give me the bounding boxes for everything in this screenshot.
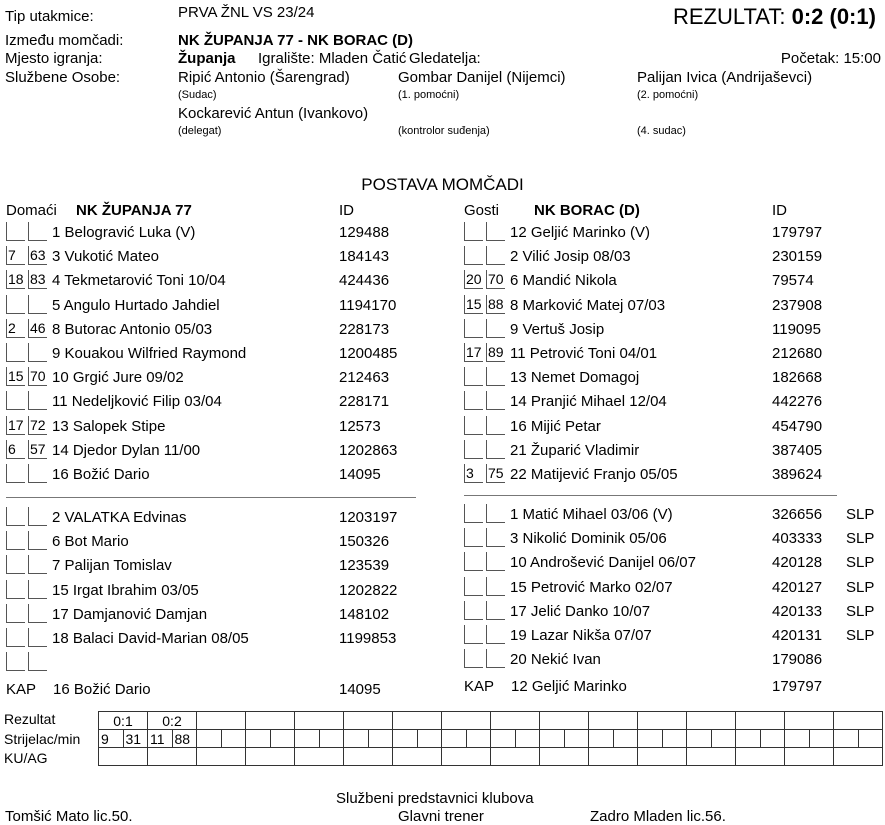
- player-id: 119095: [772, 320, 821, 338]
- player-name: 10 Androšević Danijel 06/07: [510, 554, 696, 572]
- sub-out-box: [486, 319, 505, 338]
- player-name: 15 Petrović Marko 02/07: [510, 578, 673, 596]
- sub-in-box: [6, 391, 25, 410]
- ku-cell: [295, 748, 344, 766]
- player-id: 420128: [772, 554, 823, 572]
- sub-out-box: [486, 577, 505, 596]
- away-side-label: Gosti: [464, 202, 500, 219]
- player-name: 19 Lazar Nikša 07/07: [510, 627, 652, 644]
- player-id: 129488: [339, 224, 390, 241]
- sub-out-box: [486, 367, 505, 386]
- sub-in-box: 18: [8, 271, 24, 288]
- score-label-ku: KU/AG: [4, 750, 48, 766]
- sub-out-box: [28, 464, 47, 483]
- player-id: 12573: [339, 417, 381, 435]
- away-captain-label: KAP: [464, 678, 495, 695]
- home-representative: Tomšić Mato lic.50.: [5, 808, 133, 825]
- sub-out-box: 83: [30, 271, 46, 288]
- sub-in-box: [464, 222, 483, 241]
- sub-in-box: [6, 464, 25, 483]
- player-id: 228171: [339, 393, 390, 411]
- between-value: NK ŽUPANJA 77 - NK BORAC (D): [178, 32, 414, 49]
- ku-cell: [197, 748, 246, 766]
- player-name: 2 Vilić Josip 08/03: [510, 248, 631, 266]
- sub-in-box: 3: [464, 464, 483, 483]
- player-name: 11 Nedeljković Filip 03/04: [52, 393, 222, 411]
- sub-in-box: 20: [466, 271, 482, 288]
- player-id: 1199853: [339, 630, 397, 647]
- player-id: 184143: [339, 248, 390, 266]
- sub-out-box: [486, 222, 505, 241]
- sub-out-box: 63: [30, 247, 46, 264]
- ku-cell: [638, 748, 687, 766]
- scorer-cell: 31: [123, 730, 148, 748]
- sub-out-box: [28, 391, 47, 410]
- player-id: 1202822: [339, 581, 398, 599]
- player-id: 424436: [339, 272, 390, 290]
- sub-out-box: [28, 343, 47, 362]
- ku-cell: [736, 748, 785, 766]
- ku-cell: [491, 748, 540, 766]
- player-name: 8 Marković Matej 07/03: [510, 296, 666, 314]
- player-name: 14 Djedor Dylan 11/00: [52, 441, 201, 459]
- player-id: 420131: [772, 627, 823, 644]
- scorer-cell: [760, 730, 785, 748]
- ku-cell: [99, 748, 148, 766]
- home-divider: [6, 497, 416, 498]
- score-result-cell: 0:2: [148, 712, 197, 730]
- score-result-cell: [197, 712, 246, 730]
- scorer-cell: [638, 730, 663, 748]
- sub-out-box: 72: [30, 416, 46, 433]
- scorer-cell: [662, 730, 687, 748]
- sub-in-box: [464, 552, 483, 571]
- home-captain-label: KAP: [6, 681, 37, 698]
- scorer-cell: [809, 730, 834, 748]
- sub-in-box: 17: [8, 416, 24, 433]
- player-id: 387405: [772, 441, 823, 459]
- scorer-cell: 11: [148, 730, 173, 748]
- ku-cell: [589, 748, 638, 766]
- scorer-cell: [711, 730, 736, 748]
- player-name: 16 Mijić Petar: [510, 417, 601, 435]
- away-captain: 12 Geljić Marinko: [511, 678, 627, 695]
- scorer-cell: 9: [99, 730, 124, 748]
- player-name: 8 Butorac Antonio 05/03: [52, 320, 213, 338]
- player-id: 150326: [339, 533, 390, 551]
- sub-out-box: 89: [488, 344, 504, 360]
- official-name: Gombar Danijel (Nijemci): [398, 69, 566, 86]
- sub-out-box: [486, 552, 505, 571]
- player-id: 326656: [772, 506, 823, 523]
- sub-out-box: [486, 625, 505, 644]
- player-id: 1194170: [339, 296, 397, 314]
- sub-in-box: [464, 577, 483, 596]
- player-id: 420127: [772, 578, 823, 596]
- score-result-cell: [687, 712, 736, 730]
- player-name: 21 Župarić Vladimir: [510, 441, 640, 459]
- player-name: 16 Božić Dario: [52, 466, 150, 483]
- sub-in-box: [6, 507, 25, 526]
- player-name: 17 Jelić Danko 10/07: [510, 602, 651, 620]
- player-name: 9 Kouakou Wilfried Raymond: [52, 345, 247, 362]
- between-label: Između momčadi:: [5, 32, 124, 49]
- sub-out-box: [486, 528, 505, 547]
- sub-out-box: [28, 555, 47, 574]
- score-result-cell: [589, 712, 638, 730]
- player-name: 13 Salopek Stipe: [52, 417, 166, 435]
- ku-cell: [540, 748, 589, 766]
- player-id: 403333: [772, 530, 823, 548]
- official-role: (kontrolor suđenja): [398, 125, 490, 137]
- sub-in-box: [464, 319, 483, 338]
- player-id: 420133: [772, 602, 823, 620]
- scorer-cell: [197, 730, 222, 748]
- sub-out-box: 75: [488, 465, 504, 481]
- sub-in-box: [464, 528, 483, 547]
- scorer-cell: [687, 730, 712, 748]
- sub-in-box: [6, 628, 25, 647]
- player-id: 389624: [772, 466, 823, 483]
- player-name: 6 Mandić Nikola: [510, 272, 617, 290]
- score-result-cell: [246, 712, 295, 730]
- player-id: 230159: [772, 248, 823, 266]
- score-result-cell: [736, 712, 785, 730]
- result-label: REZULTAT:: [673, 4, 786, 29]
- home-side-label: Domaći: [6, 202, 57, 219]
- sub-out-box: [28, 580, 47, 599]
- official-role: (4. sudac): [637, 125, 686, 137]
- scorer-cell: [319, 730, 344, 748]
- lineup-title: POSTAVA MOMČADI: [361, 175, 524, 194]
- sub-in-box: 2: [6, 319, 25, 338]
- sub-out-box: [28, 531, 47, 550]
- place-value: Županja: [178, 50, 236, 67]
- away-divider: [464, 495, 837, 496]
- sub-out-box: 70: [488, 271, 504, 288]
- scorer-cell: [858, 730, 883, 748]
- scorer-cell: [246, 730, 271, 748]
- result-header: [673, 4, 876, 30]
- scorer-cell: [785, 730, 810, 748]
- scorer-cell: [466, 730, 491, 748]
- player-id: 79574: [772, 272, 814, 290]
- sub-out-box: 70: [30, 368, 46, 385]
- sub-in-box: [6, 555, 25, 574]
- player-name: 12 Geljić Marinko (V): [510, 224, 651, 241]
- player-status: SLP: [846, 627, 875, 644]
- score-result-cell: [442, 712, 491, 730]
- sub-out-box: [28, 628, 47, 647]
- score-label-result: Rezultat: [4, 711, 56, 727]
- sub-out-box: [486, 416, 505, 435]
- sub-out-box: 57: [30, 440, 46, 457]
- ku-cell: [393, 748, 442, 766]
- scorer-cell: 88: [172, 730, 197, 748]
- sub-out-box: [486, 440, 505, 459]
- home-captain: 16 Božić Dario: [53, 681, 151, 698]
- ku-cell: [246, 748, 295, 766]
- score-result-cell: [834, 712, 883, 730]
- sub-in-box: [464, 391, 483, 410]
- player-name: 14 Pranjić Mihael 12/04: [510, 393, 667, 411]
- sub-in-box: [464, 601, 483, 620]
- coach-label: Glavni trener: [398, 808, 484, 825]
- official-name: Ripić Antonio (Šarengrad): [178, 69, 350, 86]
- score-result-cell: [638, 712, 687, 730]
- score-table: [98, 711, 883, 766]
- sub-out-box: [486, 391, 505, 410]
- start-label: Početak: 15:00: [780, 50, 881, 67]
- player-id: 123539: [339, 557, 390, 575]
- player-id: 1200485: [339, 345, 398, 362]
- away-team-name: NK BORAC (D): [534, 202, 640, 219]
- sub-out-box: [486, 601, 505, 620]
- scorer-cell: [393, 730, 418, 748]
- player-id: 228173: [339, 320, 390, 338]
- ku-cell: [834, 748, 883, 766]
- player-name: 17 Damjanović Damjan: [52, 605, 208, 623]
- type-value: PRVA ŽNL VS 23/24: [178, 4, 315, 21]
- scorer-cell: [834, 730, 859, 748]
- player-id: 1203197: [339, 509, 398, 526]
- sub-in-box: 6: [6, 440, 25, 459]
- player-name: 3 Nikolić Dominik 05/06: [510, 530, 667, 548]
- sub-in-box: [6, 531, 25, 550]
- sub-in-box: [464, 416, 483, 435]
- player-name: 5 Angulo Hurtado Jahdiel: [52, 296, 220, 314]
- sub-in-box: 15: [8, 368, 24, 385]
- sub-in-box: [6, 343, 25, 362]
- sub-in-box: [464, 246, 483, 265]
- ku-cell: [442, 748, 491, 766]
- player-name: 9 Vertuš Josip: [510, 320, 605, 338]
- player-name: 10 Grgić Jure 09/02: [52, 369, 184, 387]
- ku-cell: [785, 748, 834, 766]
- player-id: 1202863: [339, 441, 398, 459]
- player-name: 13 Nemet Domagoj: [510, 369, 640, 387]
- sub-out-box: [28, 222, 47, 241]
- scorer-cell: [295, 730, 320, 748]
- player-id: 442276: [772, 393, 823, 411]
- scorer-cell: [589, 730, 614, 748]
- place-label: Mjesto igranja:: [5, 50, 103, 67]
- sub-out-box: [28, 295, 47, 314]
- scorer-cell: [344, 730, 369, 748]
- sub-out-box: [28, 507, 47, 526]
- result-value: 0:2 (0:1): [791, 4, 876, 29]
- sub-in-box: [6, 580, 25, 599]
- away-captain-id: 179797: [772, 678, 823, 695]
- player-status: SLP: [846, 578, 875, 596]
- player-status: SLP: [846, 506, 875, 523]
- scorer-cell: [221, 730, 246, 748]
- sub-out-box: 88: [488, 295, 504, 312]
- official-role: (Sudac): [178, 89, 217, 101]
- player-status: SLP: [846, 554, 875, 572]
- player-status: SLP: [846, 530, 875, 548]
- sub-in-box: [464, 649, 483, 668]
- reps-title: Službeni predstavnici klubova: [336, 790, 534, 807]
- sub-in-box: [6, 652, 25, 671]
- sub-in-box: 17: [466, 344, 482, 360]
- away-representative: Zadro Mladen lic.56.: [590, 808, 726, 825]
- score-result-cell: [785, 712, 834, 730]
- scorer-cell: [613, 730, 638, 748]
- sub-in-box: [6, 295, 25, 314]
- sub-in-box: 15: [466, 295, 482, 312]
- score-result-cell: [344, 712, 393, 730]
- player-id: 237908: [772, 296, 823, 314]
- scorer-cell: [564, 730, 589, 748]
- scorer-cell: [540, 730, 565, 748]
- official-name: Palijan Ivica (Andrijaševci): [637, 69, 813, 86]
- ku-cell: [344, 748, 393, 766]
- player-name: 4 Tekmetarović Toni 10/04: [52, 272, 226, 290]
- officials-label: Službene Osobe:: [5, 69, 121, 86]
- scorer-cell: [491, 730, 516, 748]
- sub-out-box: 46: [30, 319, 46, 336]
- player-id: 148102: [339, 605, 390, 623]
- field-label: Igralište: Mladen Čatić: [258, 50, 407, 67]
- score-result-cell: [393, 712, 442, 730]
- official-name: Kockarević Antun (Ivankovo): [178, 105, 369, 122]
- sub-in-box: [464, 367, 483, 386]
- player-status: SLP: [846, 602, 875, 620]
- sub-out-box: [486, 649, 505, 668]
- sub-in-box: 7: [6, 246, 25, 265]
- sub-in-box: [464, 440, 483, 459]
- player-id: 212680: [772, 345, 823, 362]
- away-id-header: ID: [772, 202, 787, 219]
- type-label: Tip utakmice:: [5, 8, 94, 25]
- player-name: 1 Belogravić Luka (V): [52, 224, 196, 241]
- score-result-cell: [295, 712, 344, 730]
- player-name: 1 Matić Mihael 03/06 (V): [510, 506, 673, 523]
- player-id: 454790: [772, 417, 823, 435]
- sub-in-box: [464, 625, 483, 644]
- home-team-name: NK ŽUPANJA 77: [76, 202, 192, 219]
- score-result-cell: [491, 712, 540, 730]
- player-id: 179797: [772, 224, 823, 241]
- player-id: 182668: [772, 369, 823, 387]
- player-name: 20 Nekić Ivan: [510, 651, 601, 669]
- scorer-cell: [736, 730, 761, 748]
- official-role: (2. pomoćni): [637, 89, 699, 101]
- sub-out-box: [486, 504, 505, 523]
- home-captain-id: 14095: [339, 681, 381, 698]
- player-id: 212463: [339, 369, 390, 387]
- ku-cell: [148, 748, 197, 766]
- official-role: (1. pomoćni): [398, 89, 460, 101]
- score-result-cell: [540, 712, 589, 730]
- scorer-cell: [368, 730, 393, 748]
- spectators-label: Gledatelja:: [409, 50, 481, 67]
- player-name: 22 Matijević Franjo 05/05: [510, 466, 678, 483]
- scorer-cell: [442, 730, 467, 748]
- scorer-cell: [270, 730, 295, 748]
- sub-out-box: [486, 246, 505, 265]
- player-name: 18 Balaci David-Marian 08/05: [52, 630, 249, 647]
- official-role: (delegat): [178, 125, 222, 137]
- player-id: 179086: [772, 651, 823, 669]
- sub-in-box: [464, 504, 483, 523]
- player-name: 6 Bot Mario: [52, 533, 129, 551]
- player-name: 3 Vukotić Mateo: [52, 248, 159, 266]
- player-name: 2 VALATKA Edvinas: [52, 509, 187, 526]
- player-name: 11 Petrović Toni 04/01: [510, 345, 658, 362]
- player-name: 7 Palijan Tomislav: [52, 557, 172, 575]
- sub-out-box: [28, 652, 47, 671]
- score-result-cell: 0:1: [99, 712, 148, 730]
- score-label-scorer: Strijelac/min: [4, 731, 81, 747]
- scorer-cell: [515, 730, 540, 748]
- sub-out-box: [28, 604, 47, 623]
- scorer-cell: [417, 730, 442, 748]
- sub-in-box: [6, 604, 25, 623]
- sub-in-box: [6, 222, 25, 241]
- home-id-header: ID: [339, 202, 354, 219]
- player-name: 15 Irgat Ibrahim 03/05: [52, 581, 199, 599]
- player-id: 14095: [339, 466, 381, 483]
- ku-cell: [687, 748, 736, 766]
